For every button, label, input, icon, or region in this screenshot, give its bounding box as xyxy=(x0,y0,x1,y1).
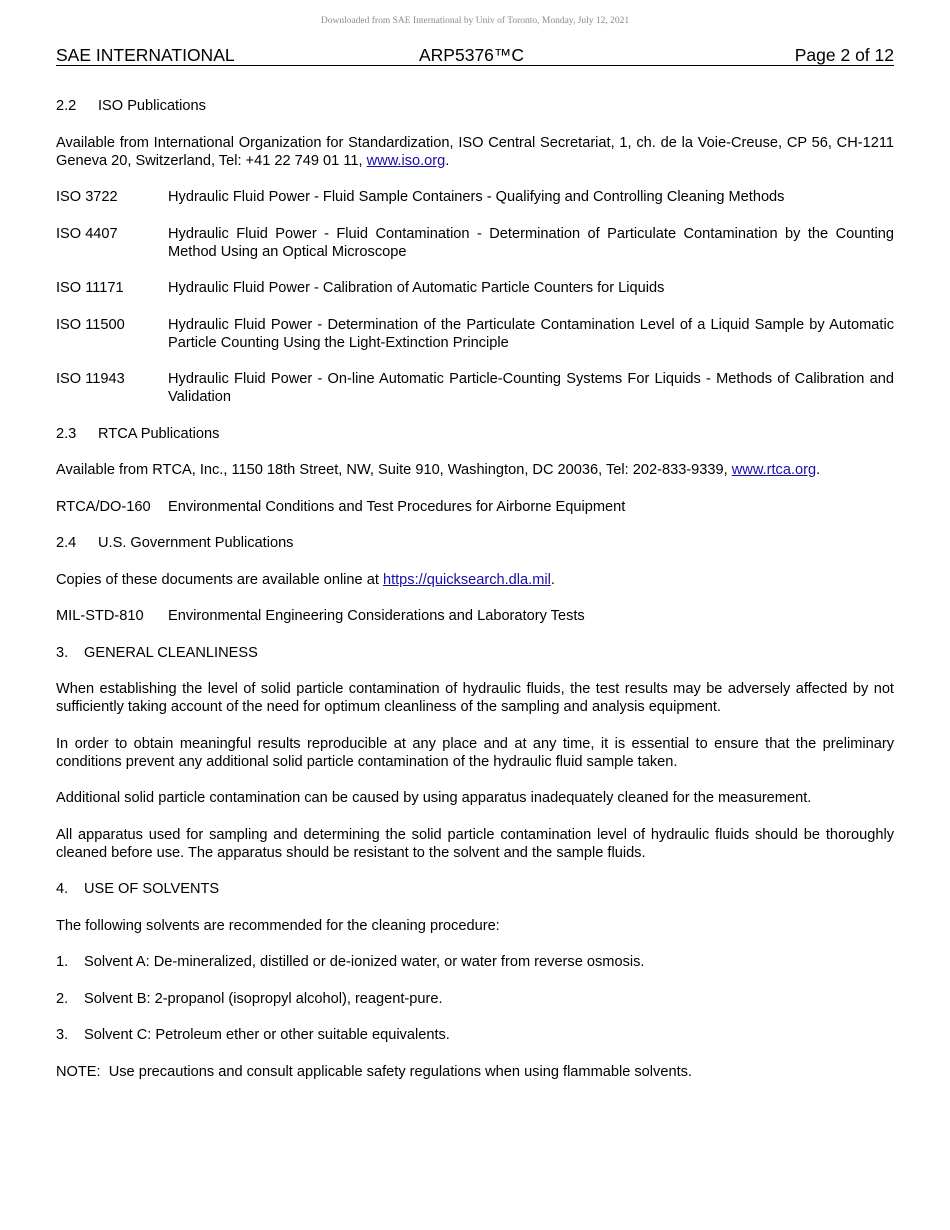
header-document-number: ARP5376™C xyxy=(419,45,525,65)
rtca-link[interactable]: www.rtca.org xyxy=(731,462,817,478)
availability-paragraph xyxy=(56,134,894,170)
section-heading xyxy=(56,425,894,443)
iso-link[interactable]: www.iso.org xyxy=(366,152,446,169)
reference-description: Hydraulic Fluid Power - Calibration of Automatic Particle Counters for Liquids xyxy=(168,280,665,296)
reference-item xyxy=(56,607,894,625)
section-heading xyxy=(56,644,894,662)
reference-code: ISO 11171 xyxy=(56,280,124,296)
reference-item xyxy=(56,316,894,352)
body-paragraph: All apparatus used for sampling and determining the solid particle contamination level of hydraulic fluids should be thoroughly cleaned before use. The apparatus should be resistant to the solvent and the sample fluids. xyxy=(56,826,894,861)
list-number: 2. xyxy=(56,990,69,1007)
reference-description: Hydraulic Fluid Power - Fluid Contamination - Determination of Particulate Contamination by the Counting Method Using an Optical Microscope xyxy=(168,225,894,260)
availability-text: Copies of these documents are available online at xyxy=(56,571,383,588)
body-paragraph: Additional solid particle contamination can be caused by using apparatus inadequately cleaned for the measurement. xyxy=(56,790,812,806)
reference-item xyxy=(56,188,894,206)
list-number: 3. xyxy=(56,1027,69,1043)
reference-code: ISO 11943 xyxy=(56,371,125,387)
quicksearch-link[interactable]: https://quicksearch.dla.mil xyxy=(382,571,551,588)
availability-text: Available from RTCA, Inc., 1150 18th Street, NW, Suite 910, Washington, DC 20036, Tel: 202-833-9339, xyxy=(56,462,732,478)
reference-description: Environmental Conditions and Test Procedures for Airborne Equipment xyxy=(168,498,626,515)
section-title: GENERAL CLEANLINESS xyxy=(84,644,258,661)
reference-item xyxy=(56,498,894,516)
section-number: 3. xyxy=(56,644,69,661)
page-header xyxy=(56,44,894,66)
list-text: Solvent C: Petroleum ether or other suitable equivalents. xyxy=(84,1027,450,1043)
section-title: USE OF SOLVENTS xyxy=(84,881,220,897)
list-text: Solvent A: De-mineralized, distilled or de-ionized water, or water from reverse osmosis. xyxy=(84,954,645,970)
section-title: U.S. Government Publications xyxy=(98,535,294,551)
page-content xyxy=(56,97,894,1099)
reference-description: Hydraulic Fluid Power - Determination of the Particulate Contamination Level of a Liquid Sample by Automatic Particle Counting Using the Light-Extinction Principle xyxy=(168,316,894,351)
body-paragraph: When establishing the level of solid particle contamination of hydraulic fluids, the test results may be adversely affected by not sufficiently taking account of the need for optimum cleanliness of the sampling and analysis equipment. xyxy=(56,681,894,715)
section-number: 2.2 xyxy=(56,98,77,114)
reference-code: ISO 11500 xyxy=(56,316,125,333)
punctuation: . xyxy=(816,462,821,478)
section-title: ISO Publications xyxy=(98,98,206,114)
section-heading xyxy=(56,880,894,898)
punctuation: . xyxy=(550,571,555,588)
reference-description: Environmental Engineering Considerations and Laboratory Tests xyxy=(168,608,585,624)
body-paragraph: The following solvents are recommended for the cleaning procedure: xyxy=(56,917,500,934)
section-heading xyxy=(56,97,894,115)
availability-paragraph xyxy=(56,461,894,479)
body-paragraph: In order to obtain meaningful results reproducible at any place and at any time, it is essential to ensure that the preliminary conditions prevent any additional solid particle contamination of the hydraulic fluid sample taken. xyxy=(56,735,894,770)
reference-description: Hydraulic Fluid Power - On-line Automatic Particle-Counting Systems For Liquids - Methods of Calibration and Validation xyxy=(168,371,894,405)
section-number: 4. xyxy=(56,881,69,897)
list-text: Solvent B: 2-propanol (isopropyl alcohol), reagent-pure. xyxy=(84,990,443,1007)
list-item xyxy=(56,953,894,971)
availability-paragraph xyxy=(56,571,894,589)
section-number: 2.3 xyxy=(56,425,77,442)
punctuation: . xyxy=(445,152,450,169)
reference-code: MIL-STD-810 xyxy=(56,608,144,624)
section-title: RTCA Publications xyxy=(98,425,220,442)
reference-item xyxy=(56,370,894,406)
reference-code: RTCA/DO-160 xyxy=(56,498,151,515)
header-publisher: SAE INTERNATIONAL xyxy=(56,45,235,65)
download-watermark: Downloaded from SAE International by Univ of Toronto, Monday, July 12, 2021 xyxy=(320,16,630,26)
reference-item xyxy=(56,279,894,297)
list-item xyxy=(56,1026,894,1044)
section-heading xyxy=(56,534,894,552)
section-number: 2.4 xyxy=(56,535,77,551)
reference-description: Hydraulic Fluid Power - Fluid Sample Containers - Qualifying and Controlling Cleaning Methods xyxy=(168,189,785,205)
safety-note: NOTE: Use precautions and consult applicable safety regulations when using flammable solvents. xyxy=(56,1063,692,1080)
list-number: 1. xyxy=(56,954,69,970)
availability-text: Available from International Organization for Standardization, ISO Central Secretariat, 1, ch. de la Voie-Creuse, CP 56, CH-1211 Geneva 20, Switzerland, Tel: +41 22 749 01 11, xyxy=(56,134,894,169)
reference-code: ISO 4407 xyxy=(56,225,118,242)
header-page-number: Page 2 of 12 xyxy=(794,45,894,65)
list-item xyxy=(56,990,894,1008)
reference-item xyxy=(56,225,894,261)
reference-code: ISO 3722 xyxy=(56,189,118,205)
